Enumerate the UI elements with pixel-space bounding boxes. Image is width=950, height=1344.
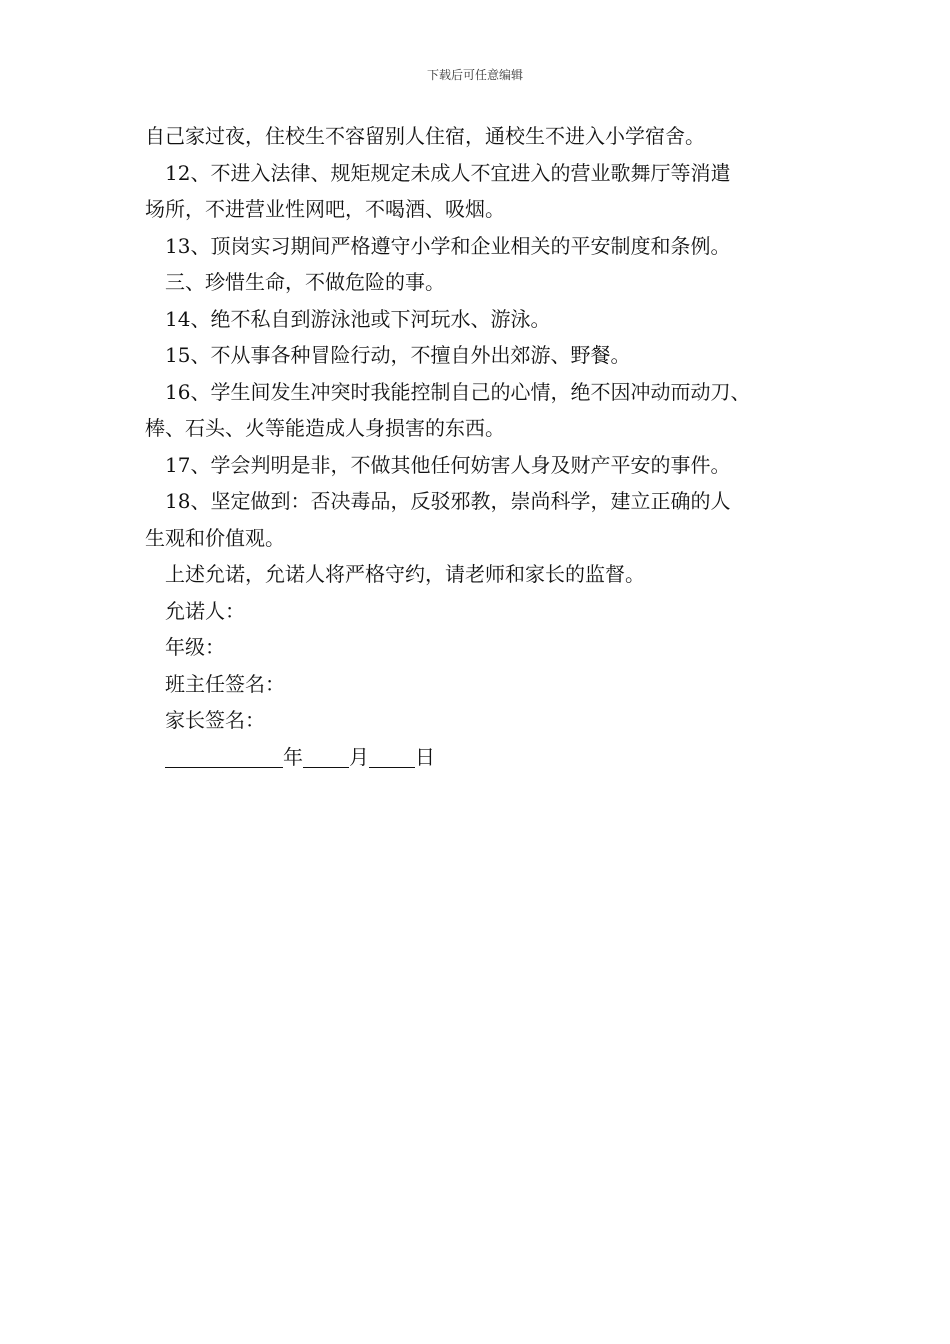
day-blank [369,743,415,768]
teacher-signature-label: 班主任签名： [165,671,285,696]
paragraph-line: 15、不从事各种冒险行动，不擅自外出郊游、野餐。 [165,343,631,367]
document-body [145,118,825,775]
signer-label: 允诺人： [165,598,245,623]
section-heading: 三、珍惜生命，不做危险的事。 [165,270,445,294]
paragraph-line: 13、顶岗实习期间严格遵守小学和企业相关的平安制度和条例。 [165,233,731,258]
month-label: 月 [349,744,369,769]
paragraph-line: 棒、石头、火等能造成人身损害的东西。 [145,416,505,440]
paragraph-line: 场所，不进营业性网吧，不喝酒、吸烟。 [145,197,505,221]
month-blank [303,743,349,768]
paragraph-line: 18、坚定做到：否决毒品，反驳邪教，崇尚科学，建立正确的人 [165,489,731,513]
paragraph-line: 生观和价值观。 [145,525,285,550]
date-line [145,739,825,776]
paragraph-line: 17、学会判明是非，不做其他任何妨害人身及财产平安的事件。 [165,452,731,477]
year-label: 年 [283,744,303,769]
day-label: 日 [415,744,435,769]
grade-label: 年级： [165,635,225,659]
paragraph-line: 12、不进入法律、规矩规定未成人不宜进入的营业歌舞厅等消遣 [165,160,731,185]
page-header: 下载后可任意编辑 [426,68,523,82]
paragraph-line: 16、学生间发生冲突时我能控制自己的心情，绝不因冲动而动刀、 [165,379,751,404]
closing-statement: 上述允诺，允诺人将严格守约，请老师和家长的监督。 [165,562,645,586]
year-blank [165,743,283,768]
paragraph-line: 自己家过夜，住校生不容留别人住宿，通校生不进入小学宿舍。 [145,124,705,148]
paragraph-line: 14、绝不私自到游泳池或下河玩水、游泳。 [165,306,551,331]
parent-signature-label: 家长签名： [165,708,265,732]
